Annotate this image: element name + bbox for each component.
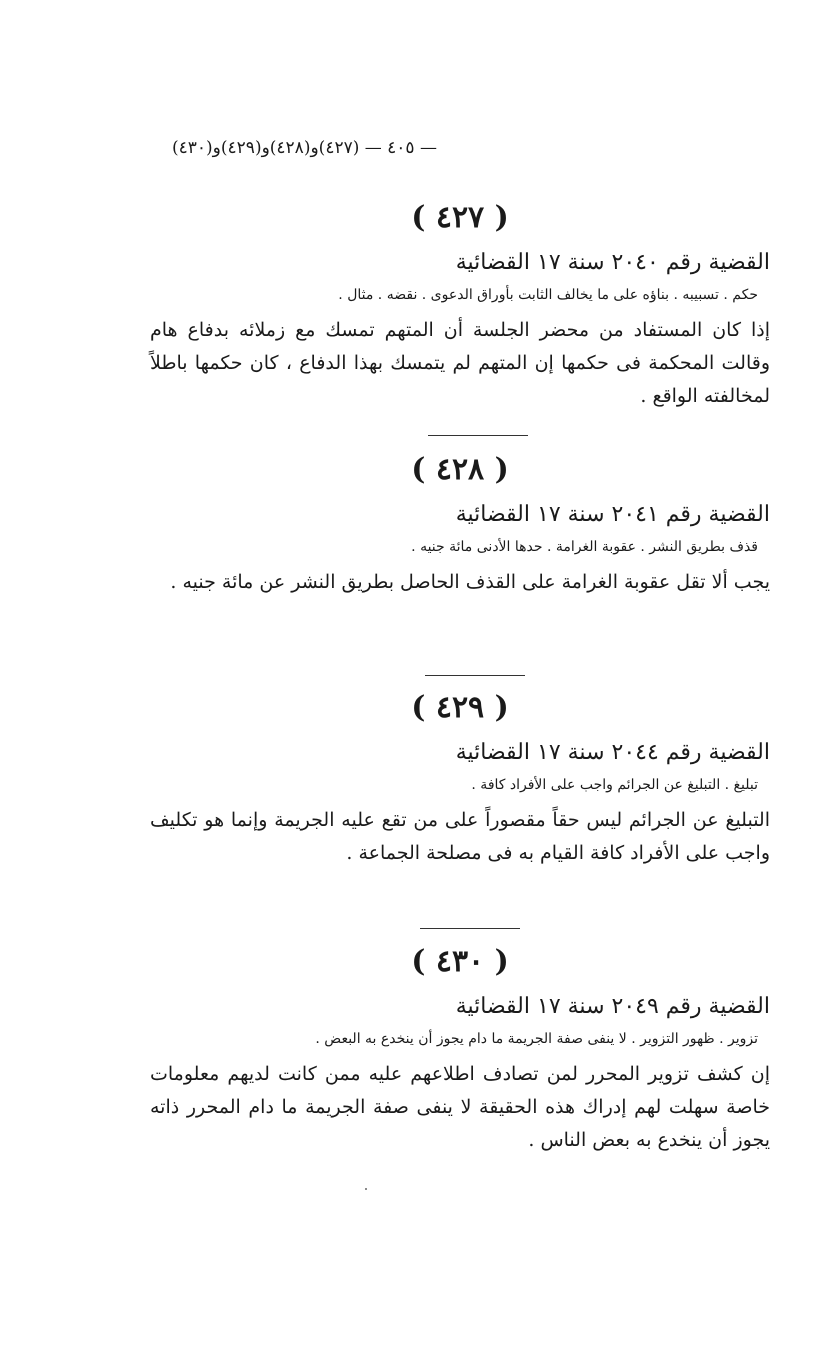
case-keywords: تزوير . ظهور التزوير . لا ينفى صفة الجريمة ما دام يجوز أن ينخدع به البعض .	[315, 1031, 758, 1047]
case-ruling-text: التبليغ عن الجرائم ليس حقاً مقصوراً على من تقع عليه الجريمة وإنما هو تكليف واجب على الأفراد كافة القيام به فى مصلحة الجماعة .	[150, 809, 770, 864]
case-number: ( ٤٣٠ )	[411, 944, 509, 979]
section-divider	[425, 675, 525, 676]
case-number: ( ٤٢٩ )	[411, 690, 509, 725]
section-divider	[428, 435, 528, 436]
scan-speck	[365, 1188, 367, 1190]
case-title: القضية رقم ٢٠٤١ سنة ١٧ القضائية	[455, 502, 770, 527]
case-427	[150, 198, 770, 413]
case-430	[150, 942, 770, 1157]
running-header: — ٤٠٥ — (٤٢٧)و(٤٢٨)و(٤٢٩)و(٤٣٠)	[172, 138, 437, 158]
case-keywords: تبليغ . التبليغ عن الجرائم واجب على الأفراد كافة .	[471, 777, 758, 793]
case-ruling-text: يجب ألا تقل عقوبة الغرامة على القذف الحاصل بطريق النشر عن مائة جنيه .	[170, 571, 770, 593]
case-title: القضية رقم ٢٠٤٤ سنة ١٧ القضائية	[455, 740, 770, 765]
case-keywords: قذف بطريق النشر . عقوبة الغرامة . حدها الأدنى مائة جنيه .	[411, 539, 758, 555]
case-ruling-text: إذا كان المستفاد من محضر الجلسة أن المتهم تمسك مع زملائه بدفاع هام وقالت المحكمة فى حكمها إن المتهم لم يتمسك بهذا الدفاع ، كان حكمها باطلاً لمخالفته الواقع .	[150, 319, 770, 407]
case-428	[150, 450, 770, 599]
case-429	[150, 688, 770, 870]
case-number: ( ٤٢٨ )	[411, 452, 509, 487]
case-ruling-text: إن كشف تزوير المحرر لمن تصادف اطلاعهم عليه ممن كانت لديهم معلومات خاصة سهلت لهم إدراك هذه الحقيقة لا ينفى صفة الجريمة ما دام المحرر ذاته يجوز أن ينخدع به بعض الناس .	[150, 1063, 770, 1151]
section-divider	[420, 928, 520, 929]
case-keywords: حكم . تسبيبه . بناؤه على ما يخالف الثابت بأوراق الدعوى . نقضه . مثال .	[338, 287, 758, 303]
case-number: ( ٤٢٧ )	[411, 200, 509, 235]
case-title: القضية رقم ٢٠٤٩ سنة ١٧ القضائية	[455, 994, 770, 1019]
case-title: القضية رقم ٢٠٤٠ سنة ١٧ القضائية	[455, 250, 770, 275]
